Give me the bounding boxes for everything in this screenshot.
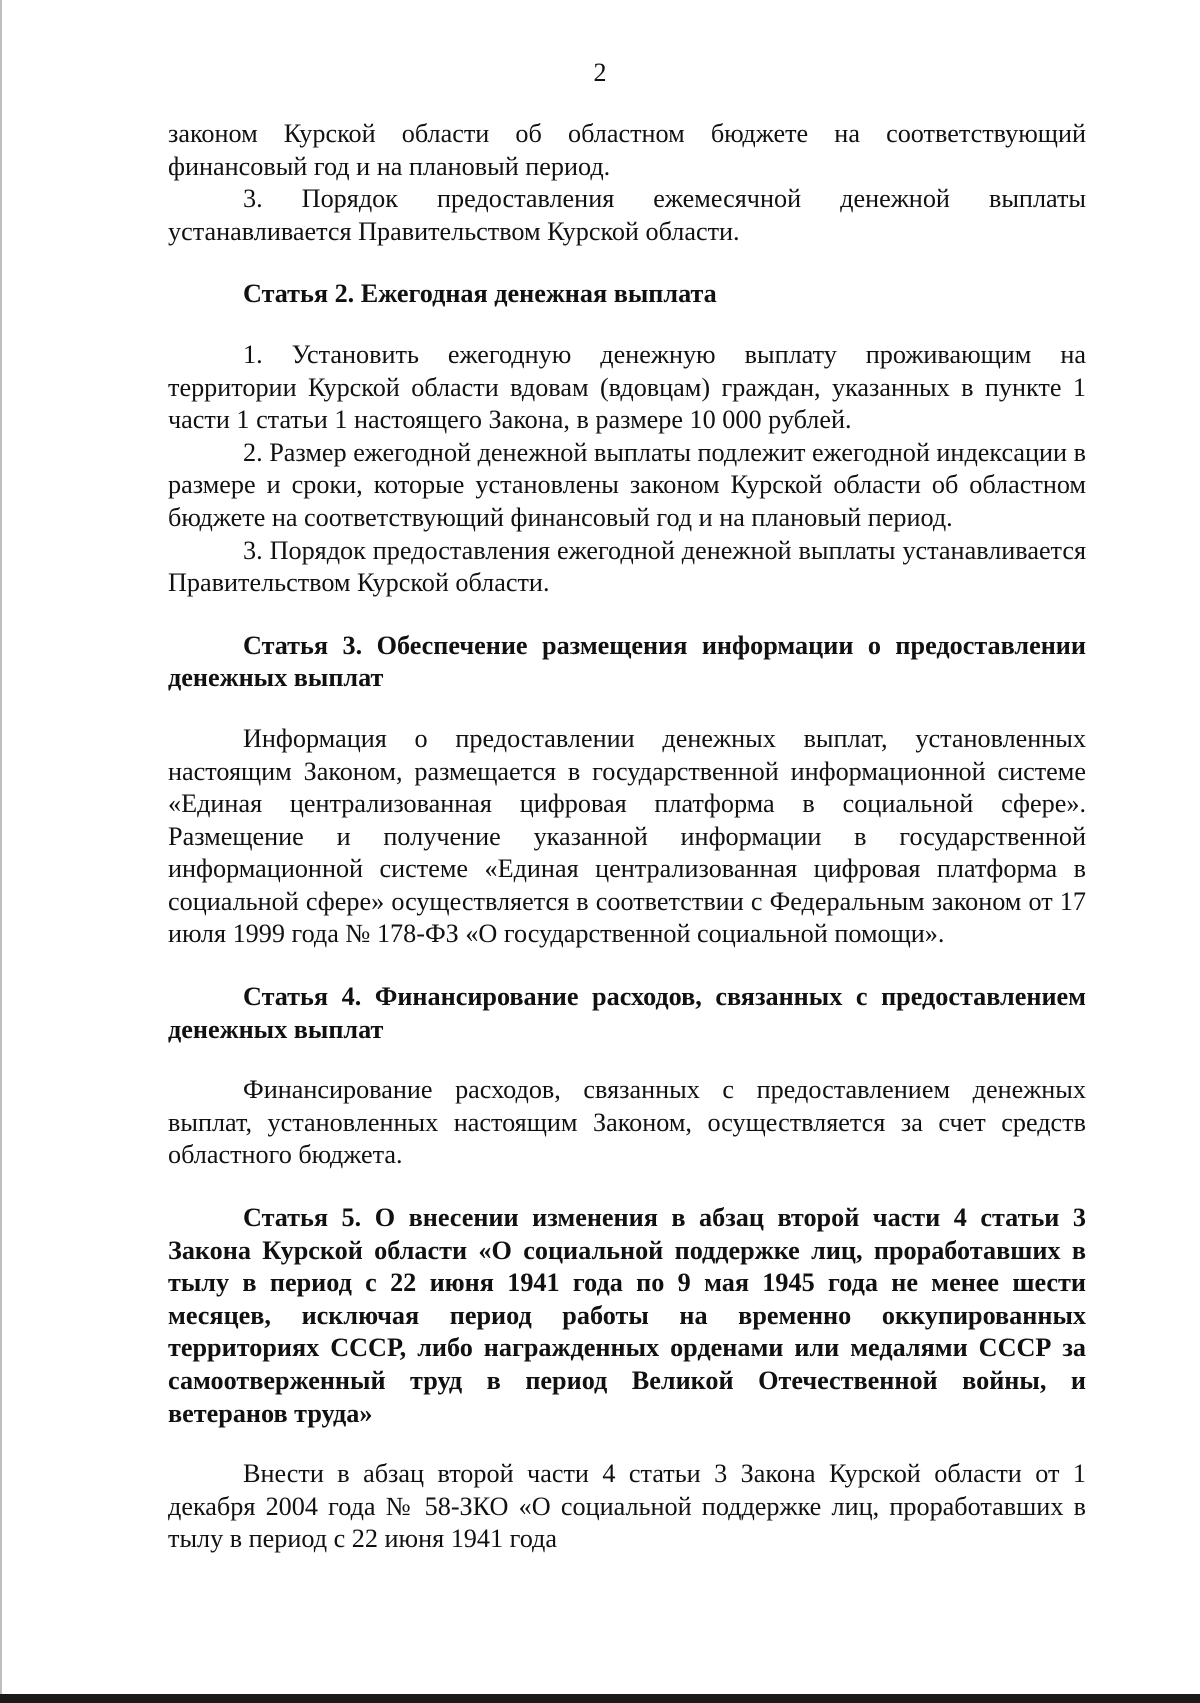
heading-article-4: Статья 4. Финансирование расходов, связанных с предоставлением денежных выплат xyxy=(168,982,1086,1044)
heading-article-2: Статья 2. Ежегодная денежная выплата xyxy=(243,279,717,309)
heading-article-3: Статья 3. Обеспечение размещения информации о предоставлении денежных выплат xyxy=(168,630,1086,693)
paragraph-monthly-payment-order: 3. Порядок предоставления ежемесячной денежной выплаты устанавливается Правительством Курской области. xyxy=(168,184,1086,246)
page-number: 2 xyxy=(593,58,607,87)
paragraph-article-2-item-1: 1. Установить ежегодную денежную выплату проживающим на территории Курской области вдовам (вдовцам) граждан, указанных в пункте 1 части 1 статьи 1 настоящего Закона, в размере 10 000 рублей. xyxy=(168,339,1086,435)
paragraph-article-4-body: Финансирование расходов, связанных с предоставлением денежных выплат, установленных настоящим Законом, осуществляется за счет средств областного бюджета. xyxy=(168,1075,1086,1170)
paragraph-article-2-item-2: 2. Размер ежегодной денежной выплаты подлежит ежегодной индексации в размере и сроки, которые установлены законом Курской области об областном бюджете на соответствующий финансовый год и на плановый период. xyxy=(168,437,1086,532)
spacer xyxy=(168,1430,1086,1458)
spacer xyxy=(168,600,1086,630)
spacer xyxy=(168,695,1086,723)
scan-bottom-edge xyxy=(0,1694,1200,1703)
spacer xyxy=(168,1046,1086,1074)
spacer xyxy=(168,951,1086,981)
document-body xyxy=(168,118,1086,1556)
paragraph-budget-law-end: законом Курской области об областном бюджете на соответствующий финансовый год и на плановый период. xyxy=(168,119,1086,181)
spacer xyxy=(168,311,1086,339)
heading-article-5: Статья 5. О внесении изменения в абзац второй части 4 статьи 3 Закона Курской области «О социальной поддержке лиц, проработавших в тылу в период с 22 июня 1941 года по 9 мая 1945 года не менее шести месяцев, исключая период работы на временно оккупированных территориях СССР, либо награжденных орденами или медалями СССР за самоотверженный труд в период Великой Отечественной войны, и ветеранов труда» xyxy=(168,1203,1086,1428)
paragraph-article-5-body: Внести в абзац второй части 4 статьи 3 Закона Курской области от 1 декабря 2004 года № 58-ЗКО «О социальной поддержке лиц, проработавших в тылу в период с 22 июня 1941 года xyxy=(168,1459,1086,1554)
paragraph-article-2-item-3: 3. Порядок предоставления ежегодной денежной выплаты устанавливается Правительством Курской области. xyxy=(168,535,1086,598)
paragraph-article-3-body: Информация о предоставлении денежных выплат, установленных настоящим Законом, размещается в государственной информационной системе «Единая централизованная цифровая платформа в социальной сфере». Размещение и получение указанной информации в государственной информационной системе «Единая централизованная цифровая платформа в социальной сфере» осуществляется в соответствии с Федеральным законом от 17 июля 1999 года № 178-ФЗ «О государственной социальной помощи». xyxy=(168,723,1086,949)
spacer xyxy=(168,248,1086,278)
scan-left-edge xyxy=(0,0,2,1703)
spacer xyxy=(168,1172,1086,1202)
